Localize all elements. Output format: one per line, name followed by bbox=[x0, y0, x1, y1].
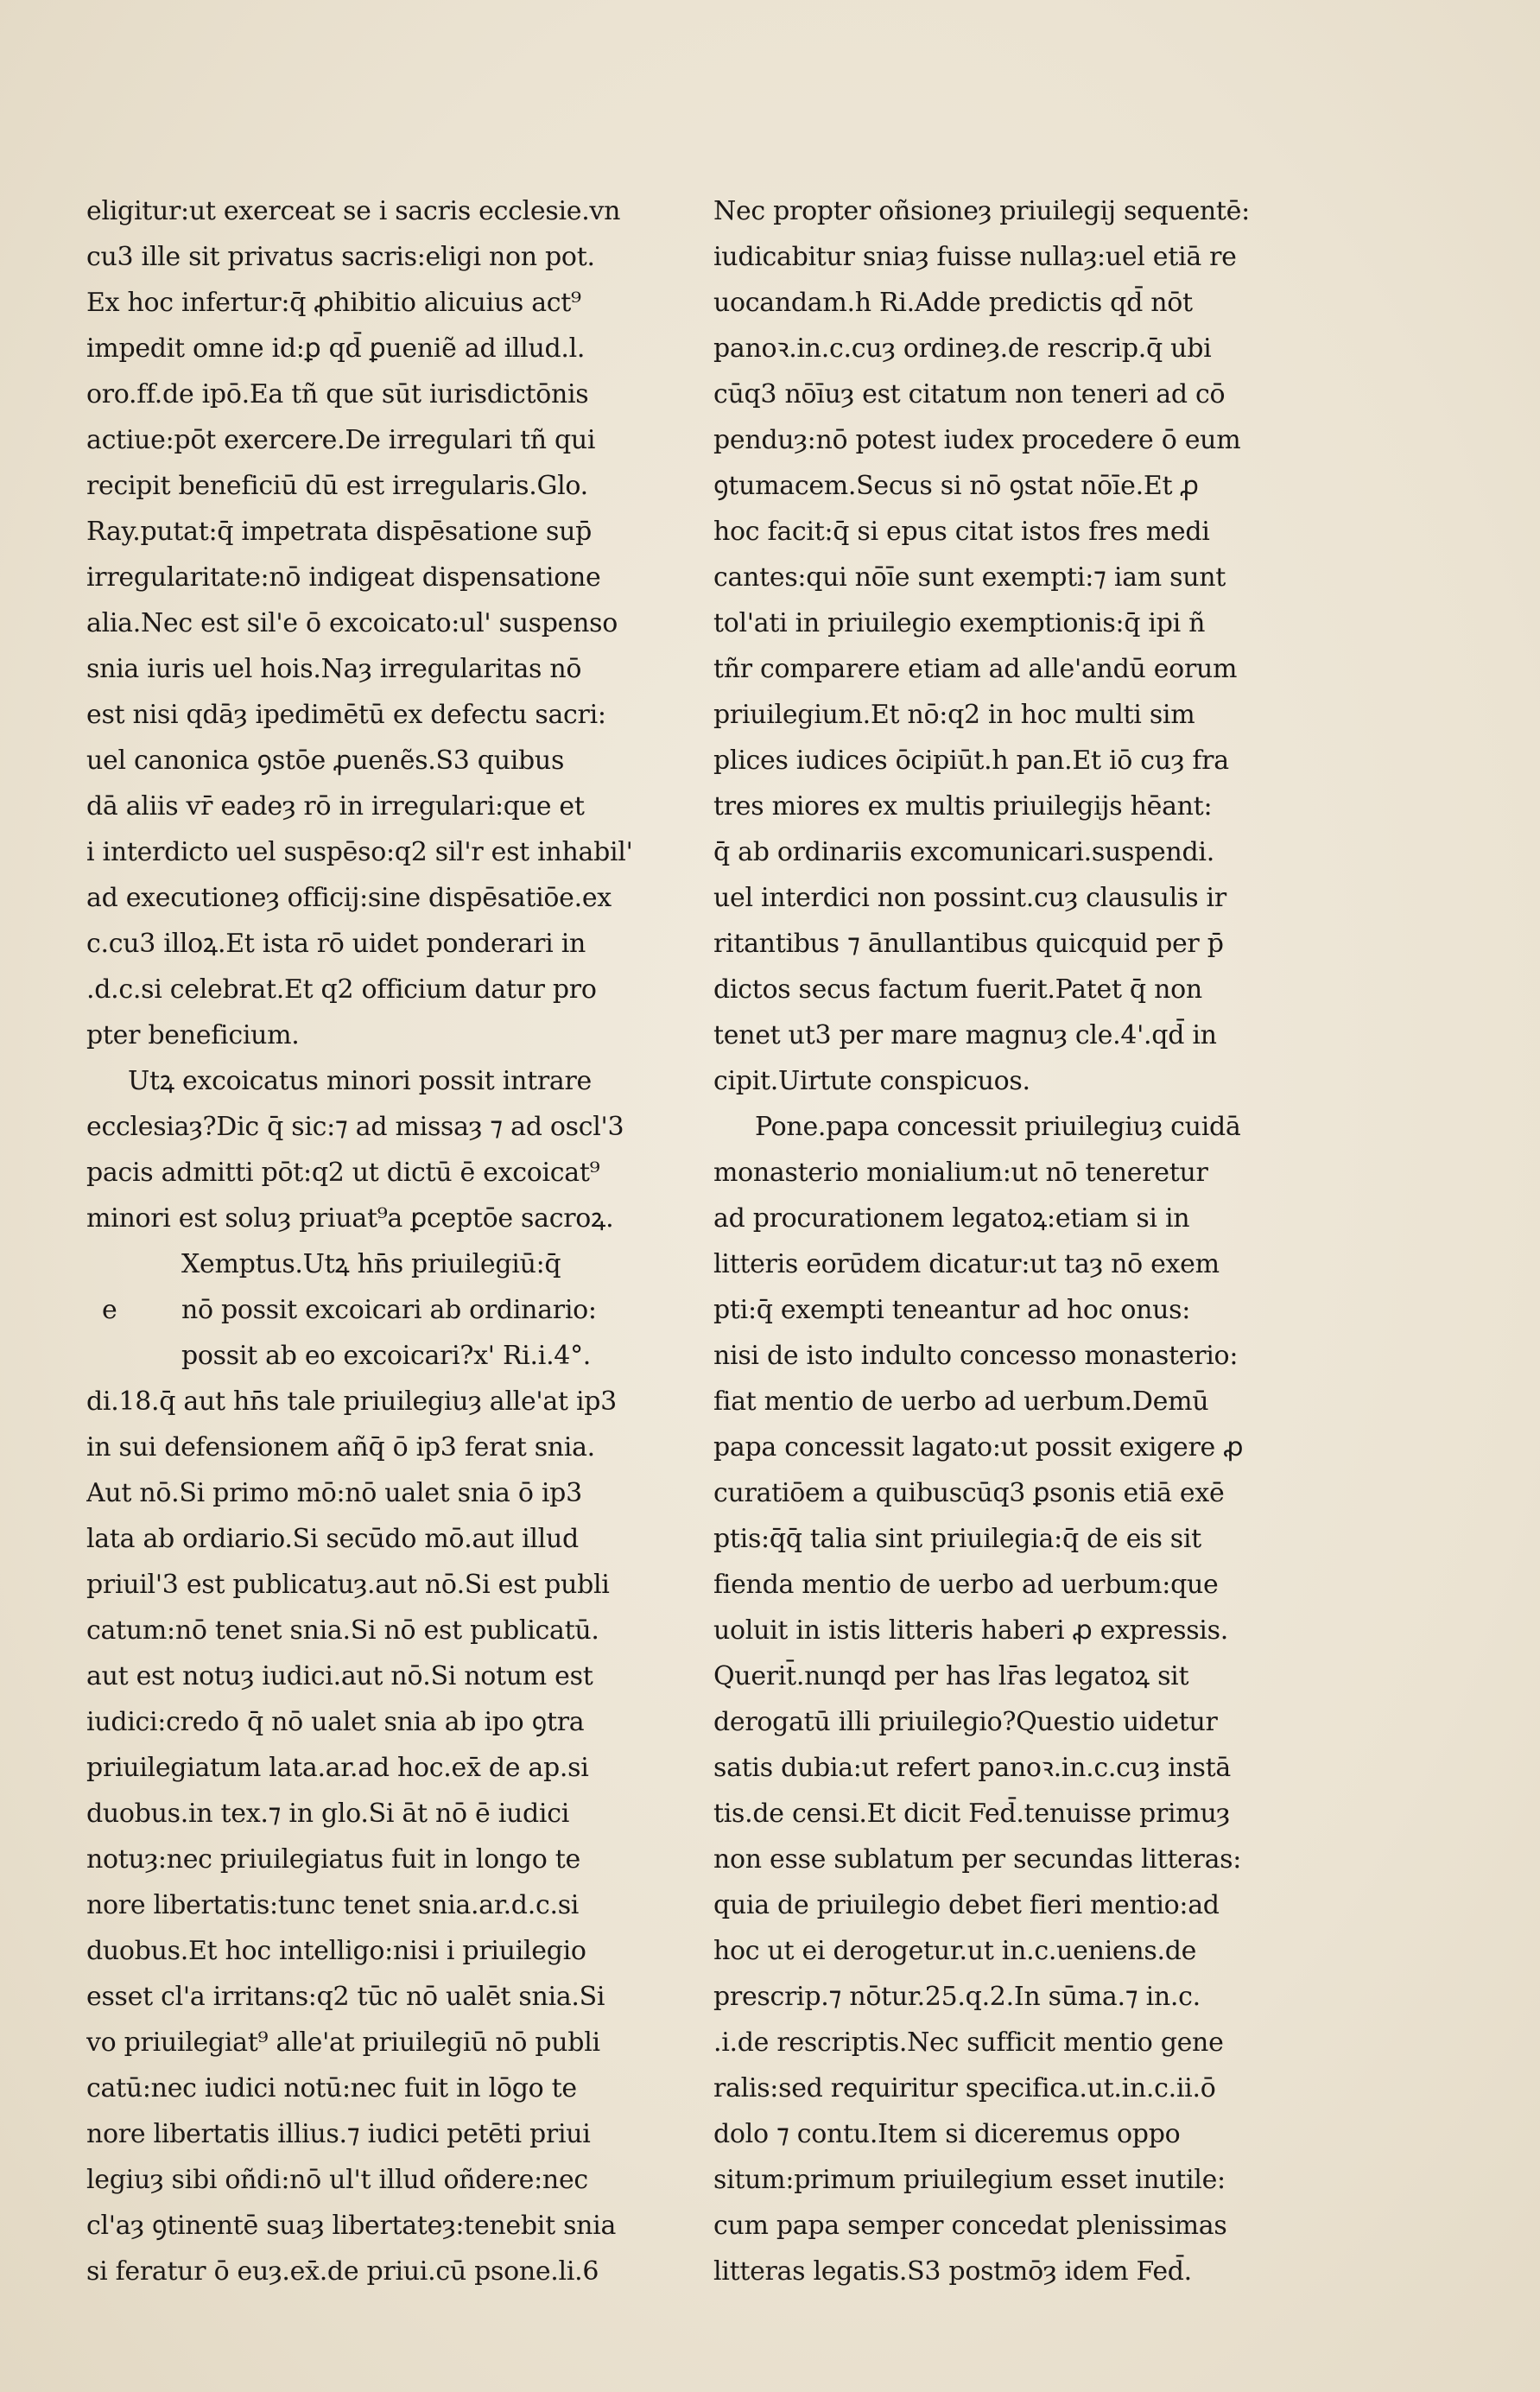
text-line: priuilegiatum lata.ar.ad hoc.ex̄ de ap.si bbox=[86, 1753, 589, 1783]
text-line: Nec propter oñsioneȝ priuilegij sequentē: bbox=[713, 196, 1250, 226]
text-line: in sui defensionem añq̄ ō ip3 ferat snia. bbox=[86, 1432, 595, 1462]
text-line: quia de priuilegio debet fieri mentio:ad bbox=[713, 1890, 1220, 1920]
text-line: panoꝛ.in.c.cuȝ ordineȝ.de rescrip.q̄ ubi bbox=[713, 333, 1212, 364]
text-line: recipit beneficiū dū est irregularis.Glo. bbox=[86, 471, 588, 501]
text-line: si feratur ō euȝ.ex̄.de priui.cū psone.li.6 bbox=[86, 2256, 599, 2287]
text-line: iudici:credo q̄ nō ualet snia ab ipo ꝯtra bbox=[86, 1707, 585, 1737]
text-line: uel interdici non possint.cuȝ clausulis ir bbox=[713, 883, 1226, 913]
text-line bbox=[86, 1287, 691, 1333]
text-line: eligitur:ut exerceat se i sacris ecclesie.vn bbox=[86, 196, 621, 226]
text-line: Aut nō.Si primo mō:nō ualet snia ō ip3 bbox=[86, 1478, 582, 1508]
text-line: irregularitate:nō indigeat dispensatione bbox=[86, 562, 601, 593]
text-line: Utꝝ excoicatus minori possit intrare bbox=[128, 1066, 592, 1096]
text-line: Ray.putat:q̄ impetrata dispēsatione sup̄ bbox=[86, 517, 593, 547]
text-line: priuilegium.Et nō:q2 in hoc multi sim bbox=[713, 700, 1195, 730]
text-line: tenet ut3 per mare magnuȝ cle.4'.qd̄ in bbox=[713, 1020, 1217, 1050]
text-line: .d.c.si celebrat.Et q2 officium datur pro bbox=[86, 974, 597, 1005]
text-line: dolo ⁊ contu.Item si diceremus oppo bbox=[713, 2119, 1181, 2149]
text-line: Pone.papa concessit priuilegiuȝ cuidā bbox=[755, 1112, 1241, 1142]
text-line: monasterio monialium:ut nō teneretur bbox=[713, 1158, 1208, 1188]
line-text: nō possit excoicari ab ordinario: bbox=[181, 1295, 597, 1325]
text-line: derogatū illi priuilegio?Questio uidetur bbox=[713, 1707, 1218, 1737]
text-line: ralis:sed requiritur specifica.ut.in.c.ii.ō bbox=[713, 2073, 1216, 2103]
text-line: litteris eorūdem dicatur:ut taȝ nō exem bbox=[713, 1249, 1220, 1279]
text-line: Querit̄.nunqd per has lr̄as legatoꝝ sit bbox=[713, 1661, 1189, 1691]
text-line: cum papa semper concedat plenissimas bbox=[713, 2211, 1227, 2241]
text-line: impedit omne id:ꝑ qd̄ ꝑueniẽ ad illud.l. bbox=[86, 333, 586, 364]
text-line: ritantibus ⁊ ānullantibus quicquid per p̄ bbox=[713, 929, 1224, 959]
text-line: cu3 ille sit privatus sacris:eligi non pot. bbox=[86, 242, 595, 272]
text-line: tis.de censi.Et dicit Fed̄.tenuisse primuȝ bbox=[713, 1799, 1230, 1829]
text-line: aut est notuȝ iudici.aut nō.Si notum est bbox=[86, 1661, 593, 1691]
text-line: Xemptus.Utꝝ hn̄s priuilegiū:q̄ bbox=[181, 1249, 561, 1279]
text-line: cantes:qui nōīe sunt exempti:⁊ iam sunt bbox=[713, 562, 1226, 593]
text-line: oro.ff.de ipō.Ea tñ que sūt iurisdictōnis bbox=[86, 379, 589, 409]
right-text-column bbox=[713, 188, 1344, 2294]
text-line: vo priuilegiat⁹ alle'at priuilegiū nō publi bbox=[86, 2027, 600, 2058]
text-line: uocandam.h Ri.Adde predictis qd̄ nōt bbox=[713, 288, 1193, 318]
text-line: situm:primum priuilegium esset inutile: bbox=[713, 2165, 1226, 2195]
text-line: penduȝ:nō potest iudex procedere ō eum bbox=[713, 425, 1241, 455]
text-line: nore libertatis:tunc tenet snia.ar.d.c.si bbox=[86, 1890, 580, 1920]
text-line: pter beneficium. bbox=[86, 1020, 300, 1050]
text-line: cūq3 nōīuȝ est citatum non teneri ad cō bbox=[713, 379, 1226, 409]
text-line: catum:nō tenet snia.Si nō est publicatū. bbox=[86, 1615, 599, 1646]
text-line: litteras legatis.S3 postmōȝ idem Fed̄. bbox=[713, 2256, 1192, 2287]
text-line: pti:q̄ exempti teneantur ad hoc onus: bbox=[713, 1295, 1191, 1325]
text-line: legiuȝ sibi oñdi:nō ul't illud oñdere:nec bbox=[86, 2165, 588, 2195]
text-line: dictos secus factum fuerit.Patet q̄ non bbox=[713, 974, 1202, 1005]
text-line: cl'aȝ ꝯtinentē suaȝ libertateȝ:tenebit snia bbox=[86, 2211, 617, 2241]
text-line: ad executioneȝ officij:sine dispēsatiōe.ex bbox=[86, 883, 612, 913]
text-line: dā aliis vr̄ eadeȝ rō in irregulari:que et bbox=[86, 791, 585, 822]
text-line: nore libertatis illius.⁊ iudici petēti priui bbox=[86, 2119, 591, 2149]
text-line: hoc facit:q̄ si epus citat istos fres medi bbox=[713, 517, 1210, 547]
text-line: tñr comparere etiam ad alle'andū eorum bbox=[713, 654, 1238, 684]
text-line: nisi de isto indulto concesso monasterio: bbox=[713, 1341, 1239, 1371]
text-line: ptis:q̄q̄ talia sint priuilegia:q̄ de eis sit bbox=[713, 1524, 1201, 1554]
text-line: duobus.in tex.⁊ in glo.Si āt nō ē iudici bbox=[86, 1799, 570, 1829]
text-line: alia.Nec est sil'e ō excoicato:ul' suspenso bbox=[86, 608, 618, 638]
text-line: actiue:pōt exercere.De irregulari tñ qui bbox=[86, 425, 596, 455]
text-line: non esse sublatum per secundas litteras: bbox=[713, 1844, 1242, 1875]
text-line: lata ab ordiario.Si secūdo mō.aut illud bbox=[86, 1524, 579, 1554]
text-line: iudicabitur sniaȝ fuisse nullaȝ:uel etiā re bbox=[713, 242, 1237, 272]
text-line: notuȝ:nec priuilegiatus fuit in longo te bbox=[86, 1844, 580, 1875]
text-line: curatiōem a quibuscūq3 ꝑsonis etiā exē bbox=[713, 1478, 1225, 1508]
guide-letter: e bbox=[102, 1295, 117, 1325]
text-line: ecclesiaȝ?Dic q̄ sic:⁊ ad missaȝ ⁊ ad oscl'3 bbox=[86, 1112, 624, 1142]
text-line: di.18.q̄ aut hn̄s tale priuilegiuȝ alle'at ip3 bbox=[86, 1386, 617, 1417]
text-line: duobus.Et hoc intelligo:nisi i priuilegio bbox=[86, 1936, 586, 1966]
text-line: satis dubia:ut refert panoꝛ.in.c.cuȝ instā bbox=[713, 1753, 1231, 1783]
text-line: plices iudices ōcipiūt.h pan.Et iō cuȝ fra bbox=[713, 746, 1229, 776]
text-line: uoluit in istis litteris haberi ꝓ expressis. bbox=[713, 1615, 1228, 1646]
left-text-column bbox=[86, 188, 691, 2294]
text-line: catū:nec iudici notū:nec fuit in lōgo te bbox=[86, 2073, 577, 2103]
text-line: Ex hoc infertur:q̄ ꝓhibitio alicuius act⁹ bbox=[86, 288, 581, 318]
text-line: fiat mentio de uerbo ad uerbum.Demū bbox=[713, 1386, 1209, 1417]
text-line: ꝯtumacem.Secus si nō ꝯstat nōīe.Et ꝓ bbox=[713, 471, 1199, 501]
text-line: ad procurationem legatoꝝ:etiam si in bbox=[713, 1203, 1190, 1234]
text-line: tol'ati in priuilegio exemptionis:q̄ ipi ñ bbox=[713, 608, 1206, 638]
text-line: tres miores ex multis priuilegijs hēant: bbox=[713, 791, 1213, 822]
text-line: hoc ut ei derogetur.ut in.c.ueniens.de bbox=[713, 1936, 1197, 1966]
text-line: minori est soluȝ priuat⁹a ꝑceptōe sacroꝝ. bbox=[86, 1203, 614, 1234]
text-line: pacis admitti pōt:q2 ut dictū ē excoicat⁹ bbox=[86, 1158, 600, 1188]
text-line: c.cu3 illoꝝ.Et ista rō uidet ponderari in bbox=[86, 929, 586, 959]
text-line: .i.de rescriptis.Nec sufficit mentio gene bbox=[713, 2027, 1224, 2058]
text-line: uel canonica ꝯstōe ꝓuenẽs.S3 quibus bbox=[86, 746, 565, 776]
text-line: papa concessit lagato:ut possit exigere ꝓ bbox=[713, 1432, 1244, 1462]
text-line: possit ab eo excoicari?x' Ri.i.4°. bbox=[181, 1341, 592, 1371]
text-line: priuil'3 est publicatuȝ.aut nō.Si est publi bbox=[86, 1570, 610, 1600]
text-line: prescrip.⁊ nōtur.25.q.2.In sūma.⁊ in.c. bbox=[713, 1982, 1201, 2012]
text-line: snia iuris uel hois.Naȝ irregularitas nō bbox=[86, 654, 582, 684]
text-line: esset cl'a irritans:q2 tūc nō ualēt snia.Si bbox=[86, 1982, 605, 2012]
text-line: q̄ ab ordinariis excomunicari.suspendi. bbox=[713, 837, 1214, 867]
text-line: est nisi qdāȝ ipedimētū ex defectu sacri: bbox=[86, 700, 606, 730]
text-line: i interdicto uel suspēso:q2 sil'r est inhabil' bbox=[86, 837, 633, 867]
text-line: fienda mentio de uerbo ad uerbum:que bbox=[713, 1570, 1219, 1600]
text-line: cipit.Uirtute conspicuos. bbox=[713, 1066, 1030, 1096]
